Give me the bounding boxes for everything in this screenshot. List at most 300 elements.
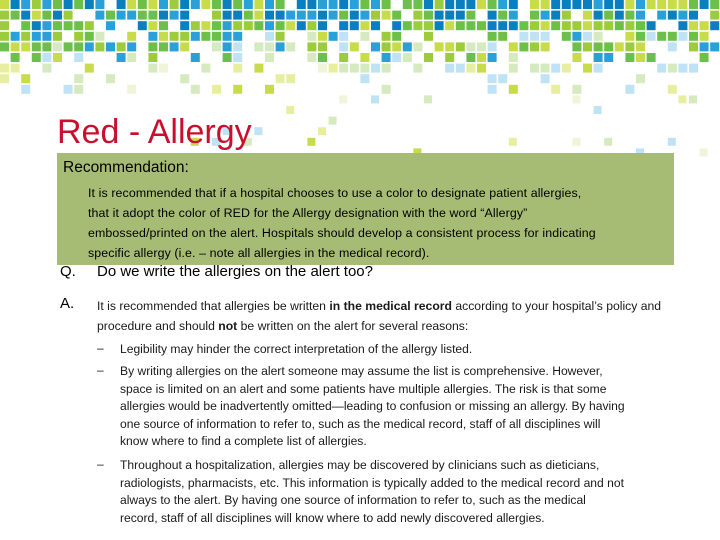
mosaic-tile bbox=[360, 74, 369, 83]
mosaic-tile bbox=[498, 11, 507, 20]
mosaic-tile bbox=[180, 74, 189, 83]
mosaic-tile bbox=[647, 53, 656, 62]
mosaic-tile bbox=[0, 64, 9, 73]
mosaic-tile bbox=[477, 0, 486, 9]
mosaic-tile bbox=[541, 11, 550, 20]
mosaic-tile bbox=[233, 53, 242, 62]
bullet-dash: – bbox=[97, 341, 104, 355]
mosaic-tile bbox=[488, 0, 497, 9]
mosaic-tile bbox=[530, 21, 539, 30]
mosaic-tile bbox=[212, 85, 221, 94]
mosaic-tile bbox=[21, 11, 30, 20]
mosaic-tile bbox=[360, 32, 369, 41]
mosaic-tile bbox=[180, 21, 189, 30]
mosaic-tile bbox=[700, 21, 709, 30]
mosaic-tile bbox=[223, 21, 232, 30]
mosaic-tile bbox=[138, 21, 147, 30]
mosaic-tile bbox=[223, 53, 232, 62]
recommendation-line: It is recommended that if a hospital chooses to use a color to designate patient allergies, bbox=[88, 186, 582, 200]
mosaic-tile bbox=[604, 53, 613, 62]
mosaic-tile bbox=[21, 32, 30, 41]
mosaic-tile bbox=[625, 0, 634, 9]
mosaic-tile bbox=[0, 21, 9, 30]
mosaic-tile bbox=[604, 42, 613, 51]
mosaic-tile bbox=[572, 42, 581, 51]
mosaic-tile bbox=[254, 42, 263, 51]
mosaic-tile bbox=[678, 0, 687, 9]
mosaic-tile bbox=[382, 32, 391, 41]
mosaic-tile bbox=[466, 21, 475, 30]
mosaic-tile bbox=[382, 85, 391, 94]
mosaic-tile bbox=[32, 11, 41, 20]
mosaic-tile bbox=[64, 0, 73, 9]
mosaic-tile bbox=[382, 42, 391, 51]
mosaic-tile bbox=[710, 21, 719, 30]
mosaic-tile bbox=[318, 127, 326, 135]
mosaic-tile bbox=[53, 53, 62, 62]
mosaic-tile bbox=[148, 11, 157, 20]
mosaic-tile bbox=[668, 42, 677, 51]
mosaic-tile bbox=[477, 64, 486, 73]
mosaic-tile bbox=[53, 32, 62, 41]
mosaic-tile bbox=[85, 32, 94, 41]
mosaic-tile bbox=[159, 42, 168, 51]
mosaic-tile bbox=[435, 21, 444, 30]
mosaic-tile bbox=[297, 0, 306, 9]
mosaic-tile bbox=[286, 106, 294, 114]
mosaic-tile bbox=[254, 11, 263, 20]
mosaic-tile bbox=[519, 21, 528, 30]
mosaic-tile bbox=[392, 11, 401, 20]
mosaic-tile bbox=[413, 64, 422, 73]
mosaic-tile bbox=[541, 64, 550, 73]
recommendation-box bbox=[57, 153, 674, 265]
mosaic-tile bbox=[678, 21, 687, 30]
mosaic-tile bbox=[541, 42, 550, 51]
mosaic-tile bbox=[233, 0, 242, 9]
mosaic-tile bbox=[583, 32, 592, 41]
mosaic-tile bbox=[159, 21, 168, 30]
mosaic-tile bbox=[191, 32, 200, 41]
mosaic-tile bbox=[276, 0, 285, 9]
mosaic-tile bbox=[117, 42, 126, 51]
mosaic-tile bbox=[74, 21, 83, 30]
mosaic-tile bbox=[689, 0, 698, 9]
mosaic-tile bbox=[0, 32, 9, 41]
mosaic-tile bbox=[541, 0, 550, 9]
mosaic-tile bbox=[117, 53, 126, 62]
mosaic-tile bbox=[668, 11, 677, 20]
mosaic-tile bbox=[530, 64, 539, 73]
question-text: Do we write the allergies on the alert too? bbox=[97, 263, 373, 280]
mosaic-tile bbox=[413, 42, 422, 51]
mosaic-tile bbox=[594, 106, 602, 114]
mosaic-tile bbox=[32, 32, 41, 41]
mosaic-tile bbox=[170, 11, 179, 20]
mosaic-tile bbox=[64, 85, 73, 94]
mosaic-tile bbox=[212, 11, 221, 20]
mosaic-tile bbox=[509, 42, 518, 51]
mosaic-tile bbox=[413, 11, 422, 20]
mosaic-tile bbox=[159, 11, 168, 20]
mosaic-tile bbox=[127, 0, 136, 9]
mosaic-tile bbox=[106, 74, 115, 83]
mosaic-tile bbox=[329, 117, 337, 125]
mosaic-tile bbox=[530, 0, 539, 9]
mosaic-tile bbox=[286, 74, 295, 83]
mosaic-tile bbox=[265, 0, 274, 9]
mosaic-tile bbox=[339, 53, 348, 62]
mosaic-tile bbox=[244, 21, 253, 30]
mosaic-tile bbox=[371, 64, 380, 73]
mosaic-tile bbox=[572, 95, 580, 103]
mosaic-tile bbox=[625, 32, 634, 41]
mosaic-tile bbox=[657, 64, 666, 73]
mosaic-tile bbox=[170, 0, 179, 9]
mosaic-tile bbox=[276, 32, 285, 41]
mosaic-tile bbox=[647, 32, 656, 41]
mosaic-tile bbox=[435, 11, 444, 20]
mosaic-tile bbox=[148, 42, 157, 51]
mosaic-tile bbox=[127, 11, 136, 20]
mosaic-tile bbox=[615, 42, 624, 51]
mosaic-tile bbox=[678, 64, 687, 73]
mosaic-tile bbox=[286, 42, 295, 51]
mosaic-tile bbox=[191, 0, 200, 9]
bullet-line: space is limited on an alert and some patients have multiple allergies. The risk is that some bbox=[120, 381, 607, 396]
recommendation-text bbox=[88, 183, 673, 263]
mosaic-tile bbox=[413, 0, 422, 9]
mosaic-tile bbox=[424, 53, 433, 62]
recommendation-heading: Recommendation: bbox=[63, 159, 189, 176]
mosaic-tile bbox=[403, 42, 412, 51]
mosaic-tile bbox=[689, 11, 698, 20]
mosaic-tile bbox=[212, 21, 221, 30]
answer-part: according to your hospital’s policy and procedure and should bbox=[97, 299, 662, 333]
mosaic-tile bbox=[201, 21, 210, 30]
mosaic-tile bbox=[339, 64, 348, 73]
mosaic-tile bbox=[64, 21, 73, 30]
mosaic-tile bbox=[700, 42, 709, 51]
mosaic-tile bbox=[11, 53, 20, 62]
mosaic-tile bbox=[583, 42, 592, 51]
mosaic-tile bbox=[223, 42, 232, 51]
mosaic-tile bbox=[138, 0, 147, 9]
bullet-line: record, staff of all disciplines will know where to add newly discovered allergies. bbox=[120, 510, 545, 525]
mosaic-tile bbox=[127, 85, 136, 94]
mosaic-tile bbox=[11, 11, 20, 20]
mosaic-tile bbox=[265, 85, 274, 94]
mosaic-tile bbox=[85, 21, 94, 30]
mosaic-tile bbox=[689, 64, 698, 73]
mosaic-tile bbox=[0, 11, 9, 20]
mosaic-tile bbox=[350, 21, 359, 30]
mosaic-tile bbox=[466, 11, 475, 20]
mosaic-tile bbox=[0, 74, 9, 83]
mosaic-tile bbox=[32, 42, 41, 51]
slide-title: Red - Allergy bbox=[57, 113, 252, 151]
mosaic-tile bbox=[594, 11, 603, 20]
mosaic-tile bbox=[318, 64, 327, 73]
mosaic-tile bbox=[307, 138, 315, 146]
mosaic-tile bbox=[403, 0, 412, 9]
mosaic-tile bbox=[254, 21, 263, 30]
mosaic-tile bbox=[42, 64, 51, 73]
mosaic-tile bbox=[212, 0, 221, 9]
mosaic-tile bbox=[360, 53, 369, 62]
mosaic-tile bbox=[551, 64, 560, 73]
mosaic-tile bbox=[233, 85, 242, 94]
mosaic-tile bbox=[551, 0, 560, 9]
mosaic-tile bbox=[276, 21, 285, 30]
bullet-line: Throughout a hospitalization, allergies may be discovered by clinicians such as dieticians, bbox=[120, 458, 600, 472]
answer-emphasis: in the medical record bbox=[329, 299, 452, 313]
mosaic-tile bbox=[403, 21, 412, 30]
mosaic-tile bbox=[170, 32, 179, 41]
mosaic-tile bbox=[509, 64, 518, 73]
mosaic-tile bbox=[488, 32, 497, 41]
mosaic-tile bbox=[329, 11, 338, 20]
mosaic-tile bbox=[657, 32, 666, 41]
mosaic-tile bbox=[625, 11, 634, 20]
mosaic-tile bbox=[382, 64, 391, 73]
mosaic-tile bbox=[445, 42, 454, 51]
mosaic-tile bbox=[668, 64, 677, 73]
mosaic-tile bbox=[233, 11, 242, 20]
mosaic-tile bbox=[254, 0, 263, 9]
mosaic-tile bbox=[678, 32, 687, 41]
mosaic-tile bbox=[127, 42, 136, 51]
mosaic-tile bbox=[64, 11, 73, 20]
mosaic-tile bbox=[562, 64, 571, 73]
mosaic-tile bbox=[445, 21, 454, 30]
mosaic-tile bbox=[488, 11, 497, 20]
mosaic-tile bbox=[689, 42, 698, 51]
mosaic-tile bbox=[329, 64, 338, 73]
mosaic-tile bbox=[307, 21, 316, 30]
mosaic-tile bbox=[456, 11, 465, 20]
mosaic-tile bbox=[42, 11, 51, 20]
mosaic-tile bbox=[382, 0, 391, 9]
mosaic-tile bbox=[392, 53, 401, 62]
mosaic-tile bbox=[700, 148, 708, 156]
mosaic-tile bbox=[678, 95, 686, 103]
mosaic-tile bbox=[572, 85, 581, 94]
mosaic-tile bbox=[562, 32, 571, 41]
mosaic-tile bbox=[604, 0, 613, 9]
mosaic-tile bbox=[456, 21, 465, 30]
mosaic-tile bbox=[0, 42, 9, 51]
mosaic-tile bbox=[212, 32, 221, 41]
mosaic-tile bbox=[488, 74, 497, 83]
mosaic-tile bbox=[339, 95, 347, 103]
mosaic-tile bbox=[233, 32, 242, 41]
mosaic-tile bbox=[180, 32, 189, 41]
mosaic-tile bbox=[74, 74, 83, 83]
mosaic-tile bbox=[350, 11, 359, 20]
mosaic-tile bbox=[519, 42, 528, 51]
mosaic-tile bbox=[371, 21, 380, 30]
mosaic-tile bbox=[636, 42, 645, 51]
mosaic-tile bbox=[710, 42, 719, 51]
mosaic-tile bbox=[286, 21, 295, 30]
mosaic-tile bbox=[668, 0, 677, 9]
bullet-line: radiologists, pharmacists, etc. This information is typically added to the medical record and not bbox=[120, 475, 624, 490]
mosaic-tile bbox=[668, 85, 677, 94]
mosaic-tile bbox=[424, 95, 432, 103]
mosaic-tile bbox=[466, 0, 475, 9]
mosaic-tile bbox=[265, 32, 274, 41]
mosaic-tile bbox=[117, 11, 126, 20]
mosaic-tile bbox=[318, 42, 327, 51]
mosaic-tile bbox=[498, 74, 507, 83]
mosaic-tile bbox=[318, 21, 327, 30]
mosaic-tile bbox=[604, 138, 612, 146]
bullet-line: allergies would be inadvertently omitted—leading to confusion or missing an allergy. By having bbox=[120, 399, 625, 413]
mosaic-tile bbox=[318, 53, 327, 62]
mosaic-tile bbox=[636, 11, 645, 20]
mosaic-tile bbox=[509, 138, 517, 146]
mosaic-tile bbox=[625, 42, 634, 51]
mosaic-tile bbox=[583, 64, 592, 73]
mosaic-tile bbox=[456, 64, 465, 73]
mosaic-tile bbox=[180, 0, 189, 9]
mosaic-tile bbox=[689, 21, 698, 30]
mosaic-tile bbox=[95, 32, 104, 41]
mosaic-tile bbox=[445, 64, 454, 73]
mosaic-tile bbox=[689, 32, 698, 41]
mosaic-tile bbox=[572, 32, 581, 41]
mosaic-tile bbox=[445, 11, 454, 20]
mosaic-tile bbox=[339, 32, 348, 41]
mosaic-tile bbox=[307, 32, 316, 41]
mosaic-tile bbox=[148, 64, 157, 73]
answer-text bbox=[97, 296, 687, 336]
mosaic-tile bbox=[329, 32, 338, 41]
mosaic-tile bbox=[488, 21, 497, 30]
mosaic-tile bbox=[307, 53, 316, 62]
bullet-dash: – bbox=[97, 363, 104, 377]
mosaic-tile bbox=[53, 0, 62, 9]
mosaic-tile bbox=[572, 21, 581, 30]
mosaic-tile bbox=[498, 0, 507, 9]
mosaic-tile bbox=[148, 32, 157, 41]
mosaic-tile bbox=[583, 11, 592, 20]
mosaic-tile bbox=[74, 53, 83, 62]
mosaic-tile bbox=[117, 0, 126, 9]
mosaic-tile bbox=[668, 32, 677, 41]
mosaic-tile bbox=[339, 42, 348, 51]
mosaic-tile bbox=[541, 21, 550, 30]
mosaic-tile bbox=[148, 53, 157, 62]
mosaic-tile bbox=[360, 64, 369, 73]
mosaic-tile bbox=[286, 11, 295, 20]
mosaic-tile bbox=[42, 53, 51, 62]
mosaic-tile bbox=[424, 32, 433, 41]
mosaic-tile bbox=[32, 53, 41, 62]
mosaic-tile bbox=[42, 21, 51, 30]
mosaic-tile bbox=[85, 42, 94, 51]
mosaic-tile bbox=[148, 0, 157, 9]
mosaic-tile bbox=[392, 21, 401, 30]
mosaic-tile bbox=[509, 11, 518, 20]
mosaic-tile bbox=[466, 64, 475, 73]
mosaic-tile bbox=[551, 21, 560, 30]
mosaic-tile bbox=[594, 64, 603, 73]
mosaic-tile bbox=[350, 0, 359, 9]
mosaic-tile bbox=[594, 0, 603, 9]
mosaic-tile bbox=[244, 11, 253, 20]
mosaic-tile bbox=[382, 53, 391, 62]
mosaic-tile bbox=[509, 0, 518, 9]
bullet-item bbox=[120, 363, 680, 451]
mosaic-tile bbox=[435, 0, 444, 9]
mosaic-tile bbox=[445, 53, 454, 62]
recommendation-line: that it adopt the color of RED for the Allergy designation with the word “Allergy” bbox=[88, 206, 528, 220]
mosaic-tile bbox=[106, 11, 115, 20]
mosaic-tile bbox=[424, 0, 433, 9]
mosaic-tile bbox=[21, 42, 30, 51]
mosaic-tile bbox=[360, 0, 369, 9]
mosaic-tile bbox=[519, 32, 528, 41]
mosaic-tile bbox=[11, 64, 20, 73]
mosaic-tile bbox=[382, 11, 391, 20]
mosaic-tile bbox=[21, 85, 30, 94]
mosaic-tile bbox=[371, 11, 380, 20]
mosaic-tile bbox=[11, 42, 20, 51]
mosaic-tile bbox=[106, 21, 115, 30]
mosaic-tile bbox=[191, 85, 200, 94]
mosaic-tile bbox=[318, 11, 327, 20]
mosaic-tile bbox=[297, 21, 306, 30]
mosaic-tile bbox=[339, 11, 348, 20]
mosaic-tile bbox=[297, 11, 306, 20]
mosaic-tile bbox=[42, 42, 51, 51]
mosaic-tile bbox=[276, 74, 285, 83]
mosaic-tile bbox=[371, 95, 379, 103]
mosaic-tile bbox=[223, 11, 232, 20]
answer-label: A. bbox=[60, 295, 75, 312]
mosaic-tile bbox=[201, 0, 210, 9]
mosaic-tile bbox=[572, 53, 581, 62]
mosaic-tile bbox=[636, 32, 645, 41]
mosaic-tile bbox=[583, 0, 592, 9]
mosaic-tile bbox=[657, 11, 666, 20]
mosaic-tile bbox=[562, 21, 571, 30]
mosaic-tile bbox=[42, 0, 51, 9]
mosaic-tile bbox=[551, 11, 560, 20]
mosaic-tile bbox=[477, 42, 486, 51]
mosaic-tile bbox=[254, 64, 263, 73]
mosaic-tile bbox=[424, 21, 433, 30]
mosaic-tile bbox=[562, 11, 571, 20]
mosaic-tile bbox=[541, 74, 550, 83]
mosaic-tile bbox=[85, 64, 94, 73]
recommendation-line: embossed/printed on the alert. Hospitals should develop a consistent process for indicating bbox=[88, 226, 596, 240]
mosaic-tile bbox=[265, 53, 274, 62]
mosaic-tile bbox=[668, 138, 676, 146]
mosaic-tile bbox=[233, 21, 242, 30]
bullet-line: always to the alert. By having one source of information to refer to, such as the medical bbox=[120, 493, 586, 507]
bullet-line: know where to find a complete list of allergies. bbox=[120, 434, 367, 448]
answer-part: be written on the alert for several reasons: bbox=[237, 319, 469, 333]
mosaic-tile bbox=[360, 11, 369, 20]
bullet-item bbox=[120, 341, 680, 359]
mosaic-tile bbox=[604, 11, 613, 20]
mosaic-tile bbox=[594, 32, 603, 41]
mosaic-tile bbox=[180, 42, 189, 51]
mosaic-tile bbox=[201, 64, 210, 73]
